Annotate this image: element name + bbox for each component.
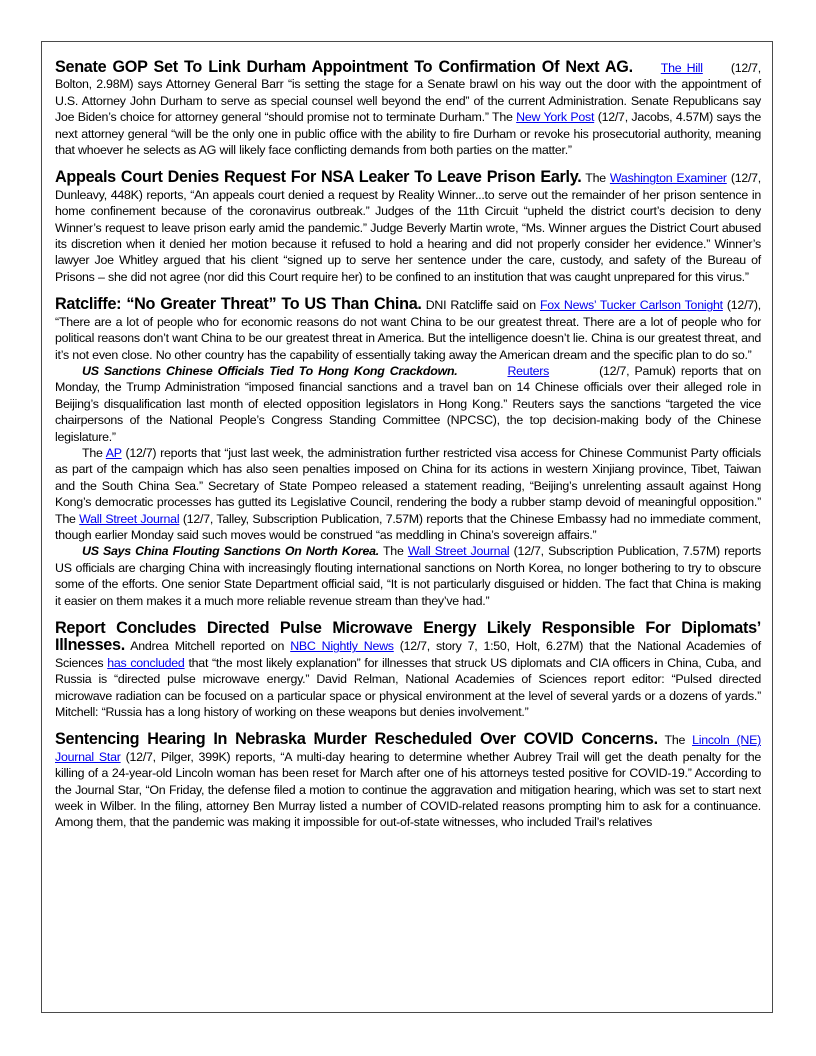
story-paragraph: The AP (12/7) reports that “just last week, the administration further restricted visa access for Chinese Communist Party officials as part of the campaign which has also seen penalties imposed on China for its actions in western Xinjiang province, Tibet, Taiwan and the South China Sea.” Secretary of State Pompeo released a statement reading, “Beijing’s unrelenting assault against Hong Kong’s democratic processes has gutted its Legislative Council, rendering the body a rubber stamp devoid of meaningful opposition.” The Wall Street Journal (12/7, Talley, Subscription Publication, 7.57M) reports that the Chinese Embassy had no immediate comment, though earlier Monday said such moves would be construed “as meddling in China’s sovereign affairs.”: [55, 445, 762, 542]
story-paragraph: Sentencing Hearing In Nebraska Murder Rescheduled Over COVID Concerns. The Lincoln (NE) Journal Star (12/7, Pilger, 399K) reports, “A multi-day hearing to determine whether Aubrey Trail will get the death penalty for the killing of a 24-year-old Lincoln woman has been reset for March after one of his attorneys tested positive for COVID-19.” According to the Journal Star, “On Friday, the defense filed a motion to continue the aggravation and mitigation hearing, which was set to start next week in Wilber. In the filing, attorney Ben Murray listed a number of COVID-related reasons prompting him to ask for a continuance. Among them, that the pandemic was making it impossible for out-of-state witnesses, who included Trail’s relatives: [55, 730, 761, 830]
story-paragraph: Appeals Court Denies Request For NSA Leaker To Leave Prison Early. The Washington Examiner (12/7, Dunleavy, 448K) reports, “An appeals court denied a request by Reality Winner...to serve out the remainder of her prison sentence in home confinement because of the coronavirus outbreak.” Judges of the 11th Circuit “upheld the district court’s decision to deny Winner’s request to leave prison early amid the pandemic.” Judge Beverly Martin wrote, “Ms. Winner argues the District Court abused its discretion when it denied her motion because it refused to hold a hearing and did not properly consider her evidence.” Winner’s lawyer Joe Whitley argued that his client “signed up to serve her sentence under the care, custody, and safety of the Bureau of Prisons – she did not agree (nor did this Court require her) to be confined to an institution that was caught unprepared for this virus.”: [55, 168, 761, 284]
story-body: (12/7, Talley, Subscription Publication, 7.57M) reports that the Chinese Embassy had no immediate comment, though earlier Monday said such moves would be construed “as meddling in China’s sovereign affairs.”: [55, 511, 762, 542]
source-link-wall-street-journal[interactable]: Wall Street Journal: [79, 511, 180, 526]
source-link-has-concluded[interactable]: has concluded: [107, 655, 185, 670]
story-subheadline: US Says China Flouting Sanctions On North Korea.: [82, 544, 379, 559]
news-briefing-page: [55, 59, 761, 842]
source-link-new-york-post[interactable]: New York Post: [516, 110, 595, 125]
story-paragraph: Ratcliffe: “No Greater Threat” To US Than China. DNI Ratcliffe said on Fox News’ Tucker Carlson Tonight (12/7), “There are a lot of people who for economic reasons do not want China to be our greatest threat. There are a lot of people who for political reasons don’t want China to be our greatest threat in America. But the intelligence doesn’t lie. China is our greatest threat, and it’s not even close. No other country has the capability of essentially taking away the American dream and the specific plan to do so.”: [55, 295, 761, 362]
source-link-fox-news[interactable]: Fox News’ Tucker Carlson Tonight: [539, 298, 723, 313]
story-body: (12/7) reports that “just last week, the administration further restricted visa access for Chinese Communist Party officials as part of the campaign which has also seen penalties imposed on China for its actions in western Xinjiang province, Tibet, Taiwan and the South China Sea.” Secretary of State Pompeo released a statement reading, “Beijing’s unrelenting assault against Hong Kong’s democratic processes has gutted its Legislative Council, rendering the body a rubber stamp devoid of meaningful opposition.” The: [55, 445, 762, 526]
story-paragraph: [55, 59, 761, 158]
story-paragraph: Report Concludes Directed Pulse Microwave Energy Likely Responsible For Diplomats’ Illnesses. Andrea Mitchell reported on NBC Nightly News (12/7, story 7, 1:50, Holt, 6.27M) that the National Academies of Sciences has concluded that “the most likely explanation” for illnesses that struck US diplomats and CIA officers in China, Cuba, and Russia is “directed pulse microwave energy.” David Relman, National Academies of Sciences report editor: “Pulsed directed microwave radiation can be focused on a particular space or physical environment at the level of several yards or a dozens of yards.” Mitchell: “Russia has a long history of working on these weapons but denies involvement.”: [55, 619, 761, 720]
story-paragraph: US Says China Flouting Sanctions On North Korea. The Wall Street Journal (12/7, Subscription Publication, 7.57M) reports US officials are charging China with increasingly flouting international sanctions on North Korea, no longer bothering to try to obscure some of the efforts. One senior State Department official said, “It is not particularly disguised or hidden. The fact that China is making it easier on them makes it a much more reliable revenue stream than they’ve had.”: [55, 544, 761, 608]
source-link-washington-examiner[interactable]: Washington Examiner: [609, 171, 727, 186]
story-headline: Appeals Court Denies Request For NSA Leaker To Leave Prison Early.: [55, 168, 582, 187]
story-body: (12/7, Pamuk) reports that on Monday, the Trump Administration “imposed financial sanctions and a travel ban on 14 Chinese officials over their alleged role in Beijing’s disqualification last month of elected opposition legislators in Hong Kong.” Reuters says the sanctions “targeted the vice chairpersons of the National People’s Congress Standing Committee (NPCSC), the top decision-making body of the Chinese legislature.”: [55, 363, 761, 444]
story-body: (12/7, Jacobs, 4.57M) says the next attorney general “will be the only one in public office with the ability to fire Durham or revoke his prosecutorial authority, meaning that whoever he selects as AG will likely face conflicting demands from both parties on the matter.”: [55, 110, 761, 158]
source-link-nbc-nightly-news[interactable]: NBC Nightly News: [290, 639, 394, 654]
source-link-ap[interactable]: AP: [105, 445, 122, 460]
story-body: (12/7, story 7, 1:50, Holt, 6.27M) that the National Academies of Sciences: [55, 639, 761, 670]
story-nebraska-hearing: [55, 731, 761, 830]
story-body: (12/7, Dunleavy, 448K) reports, “An appeals court denied a request by Reality Winner...to serve out the remainder of her prison sentence in home confinement because of the coronavirus outbreak.” Judges of the 11th Circuit “upheld the district court’s decision to deny Winner’s request to leave prison early amid the pandemic.” Judge Beverly Martin wrote, “Ms. Winner argues the District Court abused its discretion when it denied her motion because it refused to hold a hearing and did not properly consider her evidence.” Winner’s lawyer Joe Whitley argued that his client “signed up to serve her sentence under the care, custody, and safety of the Bureau of Prisons – she did not agree (nor did this Court require her) to be confined to an institution that was caught unprepared for this virus.”: [55, 171, 761, 284]
story-subheadline: US Sanctions Chinese Officials Tied To Hong Kong Crackdown.: [82, 363, 458, 378]
story-body: (12/7, Pilger, 399K) reports, “A multi-day hearing to determine whether Aubrey Trail will get the death penalty for the killing of a 24-year-old Lincoln woman has been reset for March after one of his attorneys tested positive for COVID-19.” According to the Journal Star, “On Friday, the defense filed a motion to continue the aggravation and mitigation hearing, which was set to start next week in Wilber. In the filing, attorney Ben Murray listed a number of COVID-related reasons prompting him to ask for a continuance. Among them, that the pandemic was making it impossible for out-of-state witnesses, who included Trail’s relatives: [55, 749, 761, 830]
story-body: (12/7), “There are a lot of people who for economic reasons do not want China to be our greatest threat. There are a lot of people who for political reasons don’t want China to be our greatest threat in America. But the intelligence doesn’t lie. China is our greatest threat, and it’s not even close. No other country has the capability of essentially taking away the American dream and the specific plan to do so.”: [55, 298, 761, 362]
story-body: that “the most likely explanation” for illnesses that struck US diplomats and CIA officers in China, Cuba, and Russia is “directed pulse microwave energy.” David Relman, National Academies of Sciences report editor: “Pulsed directed microwave radiation can be focused on a particular space or physical environment at the level of several yards or a dozens of yards.” Mitchell: “Russia has a long history of working on these weapons but denies involvement.”: [55, 655, 761, 720]
story-microwave-energy: [55, 620, 761, 720]
story-nsa-leaker: [55, 169, 761, 285]
source-link-reuters[interactable]: Reuters: [507, 363, 550, 378]
story-ratcliffe-china: [55, 296, 761, 609]
story-body: (12/7, Subscription Publication, 7.57M) reports US officials are charging China with increasingly flouting international sanctions on North Korea, no longer bothering to try to obscure some of the efforts. One senior State Department official said, “It is not particularly disguised or hidden. The fact that China is making it easier on them makes it a much more reliable revenue stream than they’ve had.”: [55, 544, 761, 608]
story-paragraph: [55, 363, 761, 445]
story-headline: Senate GOP Set To Link Durham Appointment To Confirmation Of Next AG.: [55, 58, 633, 76]
story-headline: Report Concludes Directed Pulse Microwave Energy Likely Responsible For Diplomats’ Illnesses.: [55, 619, 761, 655]
source-link-wall-street-journal[interactable]: Wall Street Journal: [407, 544, 510, 559]
story-body: (12/7, Bolton, 2.98M) says Attorney General Barr “is setting the stage for a Senate brawl on his way out the door with the appointment of U.S. Attorney John Durham to serve as special counsel well beyond the end” of the current Administration. Senate Republicans say Joe Biden’s choice for attorney general “should promise not to terminate Durham.” The: [55, 61, 761, 125]
story-headline: Sentencing Hearing In Nebraska Murder Rescheduled Over COVID Concerns.: [55, 730, 658, 749]
story-headline: Ratcliffe: “No Greater Threat” To US Than China.: [55, 295, 422, 314]
source-link-the-hill[interactable]: The Hill: [660, 61, 703, 75]
story-durham-appointment: [55, 59, 761, 158]
source-link-lincoln-journal-star[interactable]: Lincoln (NE) Journal Star: [55, 733, 761, 764]
